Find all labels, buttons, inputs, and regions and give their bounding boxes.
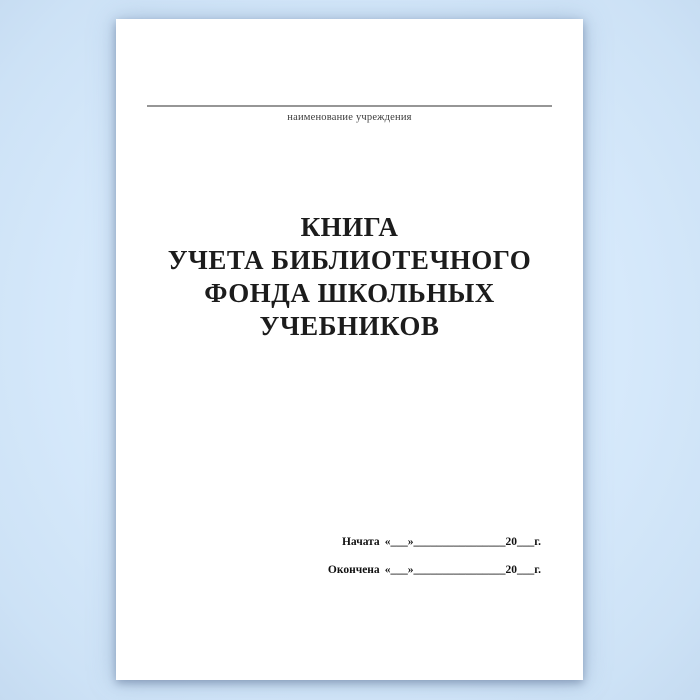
institution-name-block [147,105,552,125]
date-finished-year-blank: ___ [516,564,535,576]
title-line-3: ФОНДА ШКОЛЬНЫХ [204,278,495,308]
date-finished-row [328,564,541,577]
date-finished-middle-blank: ________________ [413,564,506,576]
date-finished-year-suffix: г. [534,564,541,576]
title-line-1: КНИГА [300,212,399,242]
date-started-day-blank: «___» [384,536,414,548]
date-finished-year-prefix: 20 [505,564,517,576]
date-started-year-blank: ___ [516,536,535,548]
date-finished-label: Окончена [327,564,380,576]
document-title [126,211,573,343]
title-line-2: УЧЕТА БИБЛИОТЕЧНОГО [167,245,532,275]
dates-block [328,536,541,592]
date-started-row [328,536,541,549]
date-started-year-suffix: г. [534,536,541,548]
date-started-label: Начата [341,536,380,548]
date-finished-day-blank: «___» [384,564,414,576]
institution-name-blank-line [147,105,552,107]
document-cover-page [116,19,583,680]
date-started-year-prefix: 20 [505,536,517,548]
title-line-4: УЧЕБНИКОВ [259,311,440,341]
institution-caption: наименование учреждения [287,112,412,123]
date-started-middle-blank: ________________ [413,536,506,548]
